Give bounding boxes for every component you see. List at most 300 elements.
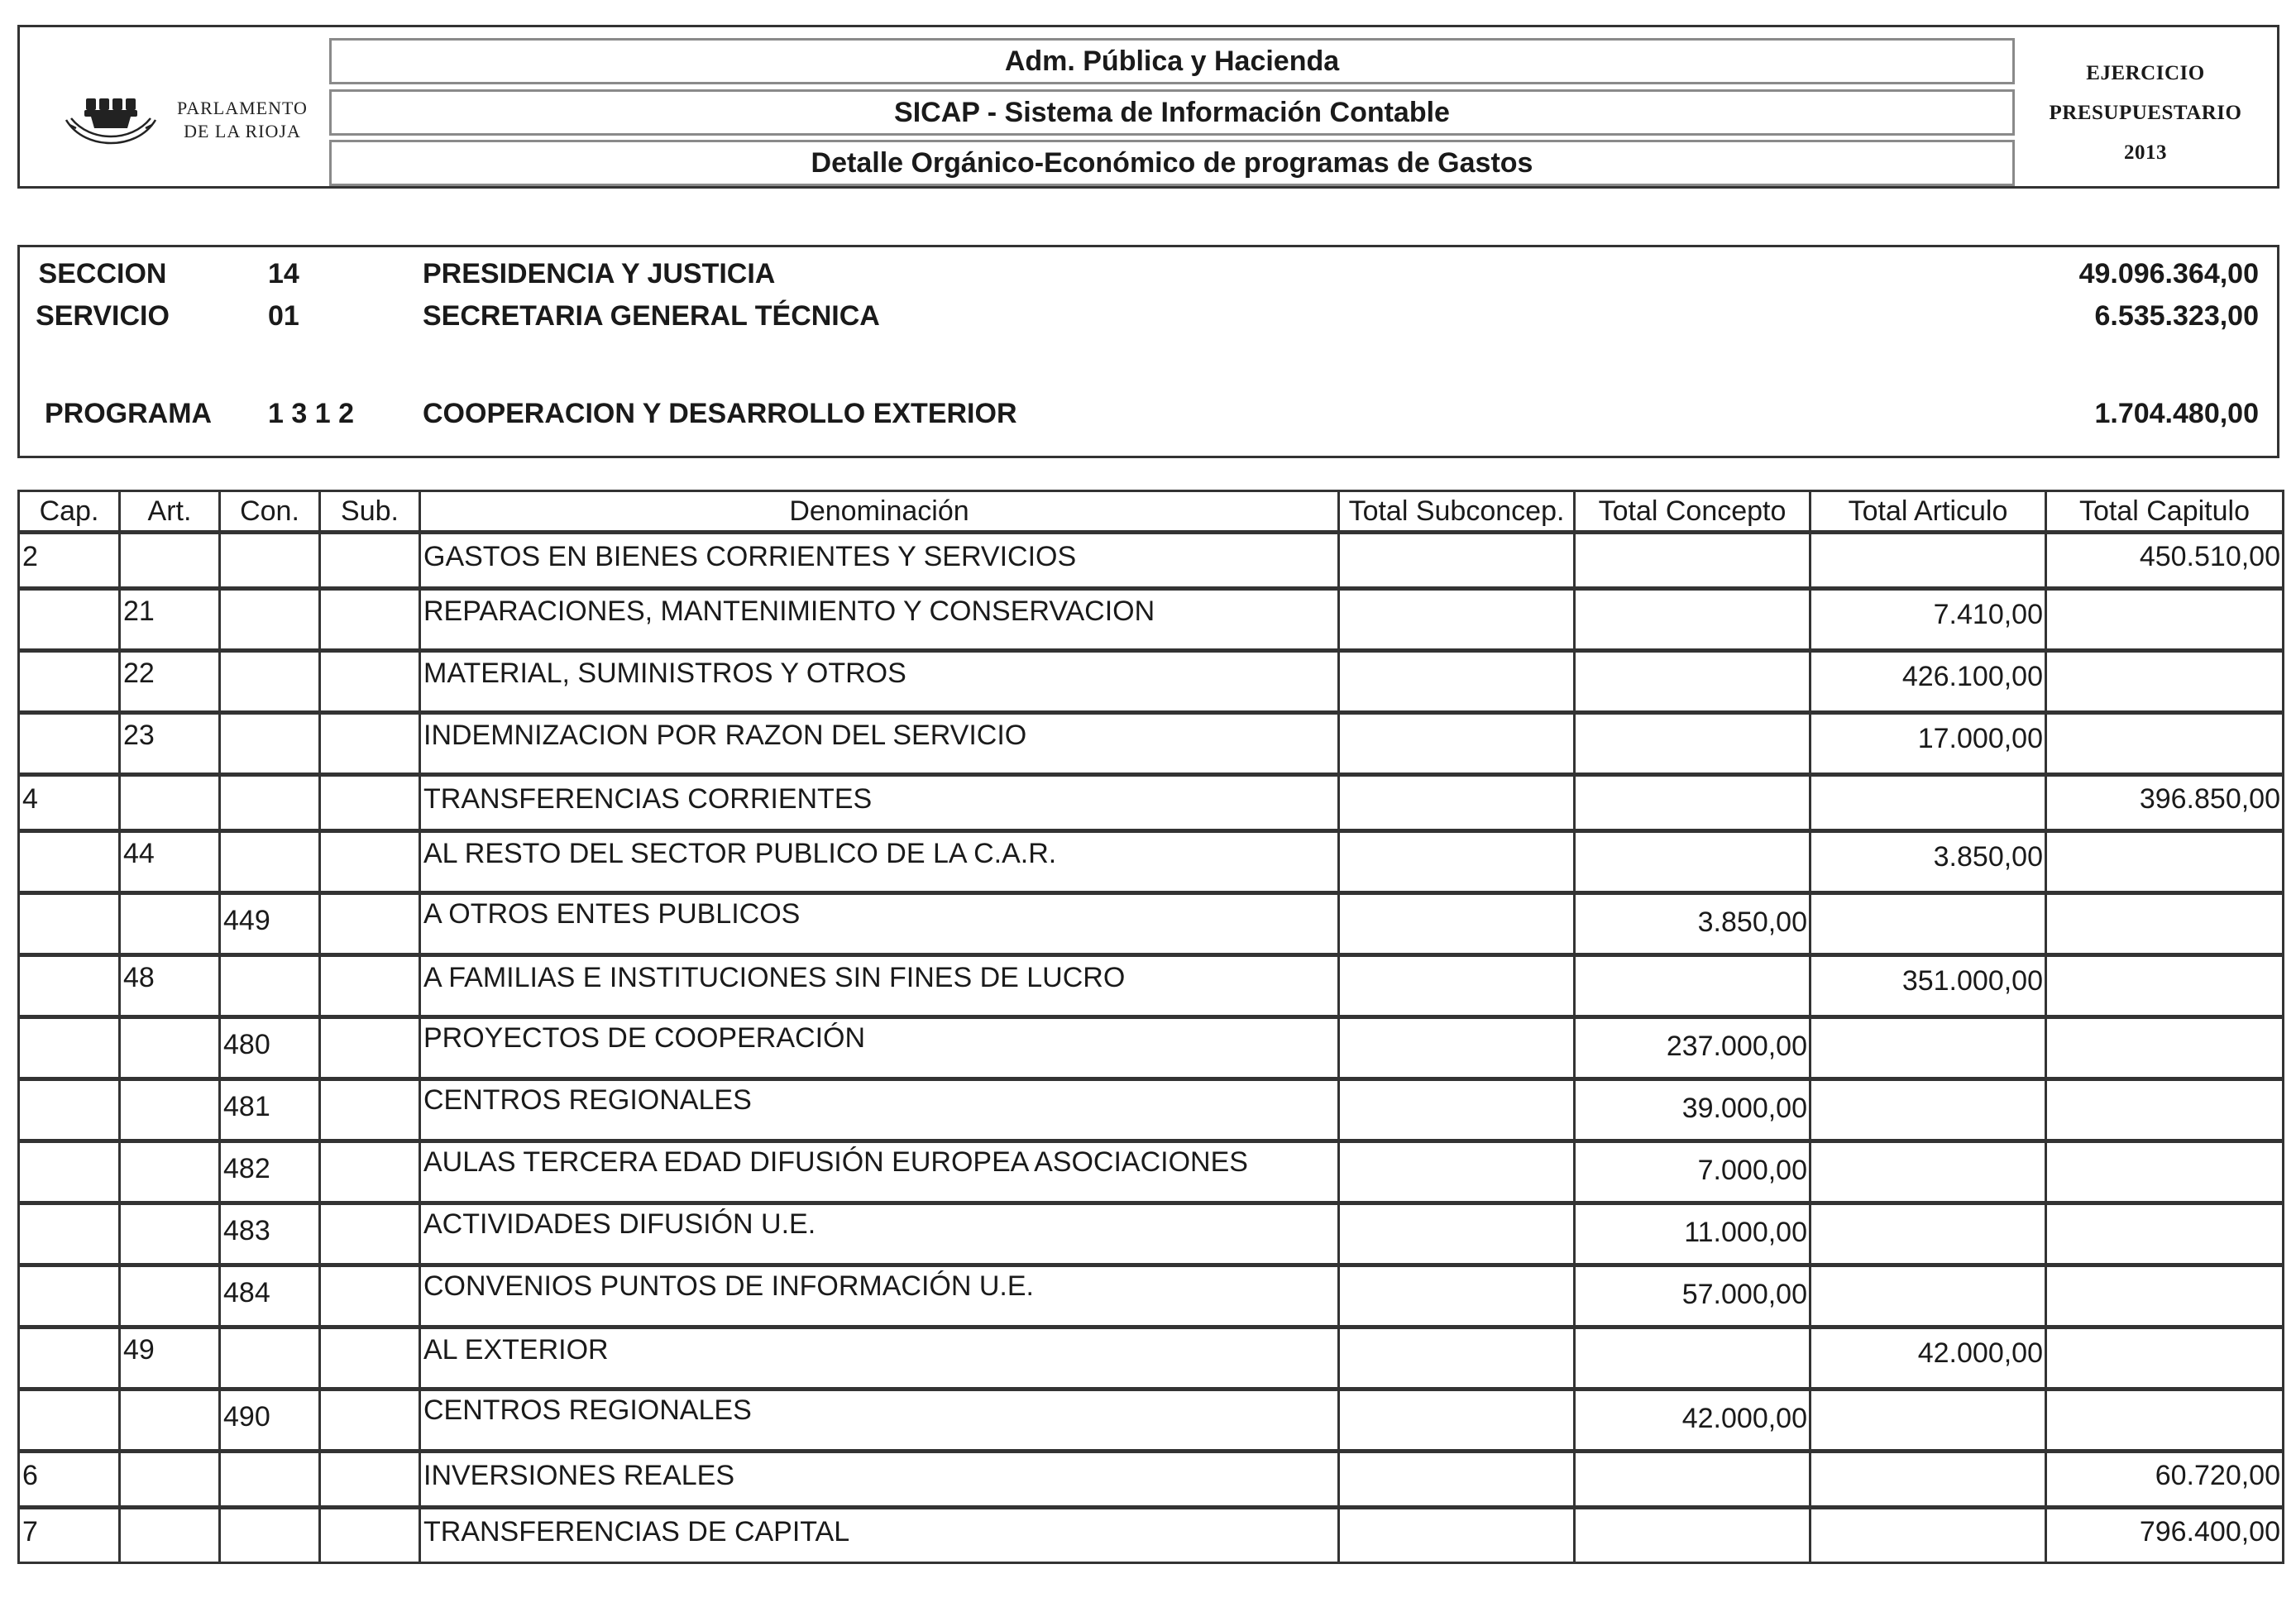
total-concepto-value	[1576, 591, 1809, 599]
art-value: 22	[123, 658, 155, 689]
denominacion-value: CENTROS REGIONALES	[423, 1394, 752, 1426]
cap-cell	[19, 651, 120, 713]
sub-value	[321, 1267, 419, 1277]
art-value	[121, 777, 218, 783]
denominacion-cell	[420, 1508, 1339, 1563]
total-articulo-value	[1811, 534, 2045, 541]
total-capitulo-value: 60.720,00	[2155, 1460, 2280, 1491]
art-cell	[120, 1141, 220, 1203]
con-cell	[220, 893, 320, 955]
table-row	[19, 651, 2284, 713]
total-articulo-value	[1811, 1391, 2045, 1403]
art-cell	[120, 1327, 220, 1390]
sub-cell	[320, 1079, 420, 1141]
total-articulo-value: 42.000,00	[1917, 1337, 2043, 1369]
budget-detail-table	[17, 490, 2284, 1564]
art-cell	[120, 1017, 220, 1079]
column-header: Total Concepto	[1575, 491, 1810, 533]
programa-label: PROGRAMA	[45, 398, 213, 429]
table-row	[19, 831, 2284, 893]
con-cell	[220, 1265, 320, 1327]
cap-cell	[19, 775, 120, 831]
total-subconcepto-value	[1340, 715, 1573, 723]
programa-code: 1 3 1 2	[268, 398, 354, 429]
servicio-amount: 6.535.323,00	[2094, 300, 2259, 332]
programa-amount: 1.704.480,00	[2094, 398, 2259, 429]
total-subconcepto-cell	[1339, 1265, 1575, 1327]
denominacion-cell	[420, 775, 1339, 831]
total-capitulo-value	[2047, 1019, 2282, 1031]
total-subconcepto-value	[1340, 1267, 1573, 1279]
seccion-label: SECCION	[38, 258, 167, 289]
parliament-logo	[45, 85, 309, 168]
denominacion-value: TRANSFERENCIAS CORRIENTES	[423, 783, 873, 815]
total-capitulo-cell	[2046, 1508, 2284, 1563]
sub-cell	[320, 831, 420, 893]
art-cell	[120, 831, 220, 893]
total-capitulo-value: 450.510,00	[2139, 541, 2280, 572]
total-concepto-cell	[1575, 831, 1810, 893]
denominacion-cell	[420, 1017, 1339, 1079]
total-concepto-cell	[1575, 1390, 1810, 1452]
denominacion-value: AULAS TERCERA EDAD DIFUSIÓN EUROPEA ASOCIACIONES	[423, 1146, 1248, 1178]
column-header: Total Articulo	[1810, 491, 2046, 533]
total-capitulo-value	[2047, 1267, 2282, 1279]
total-subconcepto-cell	[1339, 1327, 1575, 1390]
total-concepto-cell	[1575, 1141, 1810, 1203]
total-articulo-value: 3.850,00	[1933, 841, 2043, 873]
sub-value	[321, 653, 419, 658]
table-row	[19, 533, 2284, 589]
total-concepto-value	[1576, 1509, 1809, 1516]
sub-cell	[320, 1452, 420, 1508]
total-articulo-cell	[1810, 1079, 2046, 1141]
total-articulo-cell	[1810, 1508, 2046, 1563]
sub-cell	[320, 1017, 420, 1079]
total-capitulo-cell	[2046, 955, 2284, 1017]
cap-value	[20, 1081, 118, 1091]
denominacion-value: ACTIVIDADES DIFUSIÓN U.E.	[423, 1208, 816, 1240]
total-articulo-cell	[1810, 589, 2046, 651]
column-header: Con.	[220, 491, 320, 533]
table-header-row	[19, 491, 2284, 533]
denominacion-value: INDEMNIZACION POR RAZON DEL SERVICIO	[423, 720, 1027, 751]
total-articulo-cell	[1810, 955, 2046, 1017]
cap-value	[20, 1205, 118, 1215]
con-value: 481	[223, 1091, 270, 1122]
sub-value	[321, 1391, 419, 1401]
total-articulo-value	[1811, 1267, 2045, 1279]
total-capitulo-cell	[2046, 1079, 2284, 1141]
cap-cell	[19, 1452, 120, 1508]
total-articulo-value: 17.000,00	[1917, 723, 2043, 754]
denominacion-cell	[420, 533, 1339, 589]
denominacion-cell	[420, 1203, 1339, 1265]
denominacion-value: A FAMILIAS E INSTITUCIONES SIN FINES DE LUCRO	[423, 962, 1126, 993]
fiscal-year-label1: EJERCICIO	[2086, 62, 2205, 84]
con-cell	[220, 1327, 320, 1390]
denominacion-cell	[420, 831, 1339, 893]
sub-cell	[320, 1508, 420, 1563]
con-value	[221, 591, 318, 596]
art-cell	[120, 775, 220, 831]
art-cell	[120, 1390, 220, 1452]
con-cell	[220, 589, 320, 651]
con-cell	[220, 1508, 320, 1563]
total-capitulo-cell	[2046, 1203, 2284, 1265]
con-value: 490	[223, 1401, 270, 1433]
art-value: 21	[123, 596, 155, 627]
system-title: SICAP - Sistema de Información Contable	[329, 89, 2015, 136]
total-subconcepto-cell	[1339, 1079, 1575, 1141]
con-cell	[220, 713, 320, 775]
cap-cell	[19, 955, 120, 1017]
denominacion-cell	[420, 1141, 1339, 1203]
denominacion-cell	[420, 1452, 1339, 1508]
table-row	[19, 1079, 2284, 1141]
column-header: Sub.	[320, 491, 420, 533]
total-articulo-value	[1811, 895, 2045, 906]
total-concepto-value	[1576, 1453, 1809, 1460]
art-cell	[120, 893, 220, 955]
total-articulo-cell	[1810, 775, 2046, 831]
sub-cell	[320, 651, 420, 713]
table-row	[19, 1327, 2284, 1390]
total-subconcepto-cell	[1339, 533, 1575, 589]
total-articulo-value	[1811, 777, 2045, 783]
seccion-code: 14	[268, 258, 299, 289]
denominacion-cell	[420, 713, 1339, 775]
sub-value	[321, 1019, 419, 1029]
total-articulo-value	[1811, 1143, 2045, 1155]
total-subconcepto-value	[1340, 1081, 1573, 1093]
art-value: 44	[123, 838, 155, 869]
denominacion-value: A OTROS ENTES PUBLICOS	[423, 898, 801, 930]
total-articulo-value: 351.000,00	[1901, 965, 2043, 997]
total-capitulo-value	[2047, 1081, 2282, 1093]
con-value	[221, 833, 318, 838]
total-subconcepto-value	[1340, 1143, 1573, 1155]
institution-name	[177, 97, 308, 143]
total-articulo-value	[1811, 1453, 2045, 1460]
total-concepto-value: 7.000,00	[1697, 1155, 1807, 1186]
sub-value	[321, 895, 419, 905]
department-title: Adm. Pública y Hacienda	[329, 38, 2015, 84]
denominacion-cell	[420, 1390, 1339, 1452]
art-cell	[120, 651, 220, 713]
con-cell	[220, 1452, 320, 1508]
section-summary	[17, 245, 2279, 458]
table-row	[19, 1508, 2284, 1563]
servicio-name: SECRETARIA GENERAL TÉCNICA	[423, 300, 880, 332]
cap-cell	[19, 893, 120, 955]
cap-value	[20, 653, 118, 658]
total-capitulo-value	[2047, 1391, 2282, 1403]
con-value: 482	[223, 1153, 270, 1184]
table-row	[19, 955, 2284, 1017]
sub-cell	[320, 1327, 420, 1390]
art-value: 49	[123, 1334, 155, 1366]
total-capitulo-value	[2047, 1329, 2282, 1337]
total-capitulo-value	[2047, 653, 2282, 661]
art-value	[121, 1205, 218, 1215]
art-value: 23	[123, 720, 155, 751]
fiscal-year-block	[2021, 54, 2270, 173]
total-concepto-value	[1576, 715, 1809, 723]
total-concepto-cell	[1575, 775, 1810, 831]
total-concepto-cell	[1575, 589, 1810, 651]
total-articulo-value	[1811, 1205, 2045, 1217]
con-cell	[220, 775, 320, 831]
art-cell	[120, 1452, 220, 1508]
art-value	[121, 895, 218, 905]
total-capitulo-cell	[2046, 713, 2284, 775]
art-value: 48	[123, 962, 155, 993]
denominacion-value: CENTROS REGIONALES	[423, 1084, 752, 1116]
total-concepto-cell	[1575, 1508, 1810, 1563]
total-subconcepto-value	[1340, 833, 1573, 841]
sub-value	[321, 534, 419, 541]
cap-cell	[19, 713, 120, 775]
seccion-row	[20, 256, 2277, 292]
total-subconcepto-cell	[1339, 1203, 1575, 1265]
cap-value: 6	[22, 1460, 38, 1491]
con-cell	[220, 1141, 320, 1203]
parliament-emblem-icon	[60, 85, 167, 151]
column-header: Total Subconcep.	[1339, 491, 1575, 533]
seccion-name: PRESIDENCIA Y JUSTICIA	[423, 258, 776, 289]
sub-cell	[320, 1265, 420, 1327]
total-capitulo-value: 796.400,00	[2139, 1516, 2280, 1547]
total-capitulo-value	[2047, 591, 2282, 599]
cap-value	[20, 833, 118, 838]
total-capitulo-cell	[2046, 533, 2284, 589]
total-concepto-cell	[1575, 1079, 1810, 1141]
table-row	[19, 1203, 2284, 1265]
cap-value	[20, 715, 118, 720]
total-articulo-cell	[1810, 893, 2046, 955]
con-value	[221, 1329, 318, 1334]
con-value	[221, 1509, 318, 1516]
art-value	[121, 1019, 218, 1029]
total-articulo-value: 426.100,00	[1901, 661, 2043, 692]
total-capitulo-cell	[2046, 775, 2284, 831]
total-capitulo-cell	[2046, 589, 2284, 651]
cap-value	[20, 1143, 118, 1153]
denominacion-cell	[420, 955, 1339, 1017]
total-capitulo-cell	[2046, 1452, 2284, 1508]
total-capitulo-cell	[2046, 1390, 2284, 1452]
total-concepto-cell	[1575, 713, 1810, 775]
cap-value: 7	[22, 1516, 38, 1547]
total-articulo-value	[1811, 1081, 2045, 1093]
total-subconcepto-cell	[1339, 651, 1575, 713]
institution-name-line2: DE LA RIOJA	[184, 121, 301, 141]
total-articulo-cell	[1810, 1390, 2046, 1452]
total-subconcepto-value	[1340, 1391, 1573, 1403]
art-cell	[120, 589, 220, 651]
total-concepto-cell	[1575, 651, 1810, 713]
sub-value	[321, 715, 419, 720]
table-row	[19, 713, 2284, 775]
total-articulo-cell	[1810, 1327, 2046, 1390]
cap-value	[20, 895, 118, 905]
art-value	[121, 1081, 218, 1091]
total-articulo-cell	[1810, 713, 2046, 775]
sub-cell	[320, 893, 420, 955]
cap-value	[20, 957, 118, 962]
art-value	[121, 1509, 218, 1516]
cap-cell	[19, 1508, 120, 1563]
total-capitulo-value	[2047, 1205, 2282, 1217]
programa-row	[20, 395, 2277, 432]
art-value	[121, 1267, 218, 1277]
cap-cell	[19, 1203, 120, 1265]
total-capitulo-value: 396.850,00	[2139, 783, 2280, 815]
cap-cell	[19, 1265, 120, 1327]
total-capitulo-cell	[2046, 651, 2284, 713]
denominacion-cell	[420, 1327, 1339, 1390]
table-row	[19, 893, 2284, 955]
sub-value	[321, 957, 419, 962]
sub-value	[321, 1205, 419, 1215]
sub-cell	[320, 1390, 420, 1452]
total-concepto-value: 39.000,00	[1681, 1093, 1807, 1124]
denominacion-cell	[420, 893, 1339, 955]
total-subconcepto-value	[1340, 1205, 1573, 1217]
total-capitulo-value	[2047, 833, 2282, 841]
total-capitulo-value	[2047, 1143, 2282, 1155]
sub-cell	[320, 1141, 420, 1203]
total-subconcepto-cell	[1339, 1390, 1575, 1452]
total-concepto-cell	[1575, 1017, 1810, 1079]
con-value: 480	[223, 1029, 270, 1060]
cap-cell	[19, 1327, 120, 1390]
total-subconcepto-value	[1340, 653, 1573, 661]
table-row	[19, 589, 2284, 651]
total-capitulo-cell	[2046, 893, 2284, 955]
total-articulo-cell	[1810, 1141, 2046, 1203]
total-subconcepto-cell	[1339, 1017, 1575, 1079]
denominacion-cell	[420, 589, 1339, 651]
art-value	[121, 1453, 218, 1460]
sub-cell	[320, 955, 420, 1017]
programa-name: COOPERACION Y DESARROLLO EXTERIOR	[423, 398, 1017, 429]
institution-name-line1: PARLAMENTO	[177, 98, 308, 118]
cap-value	[20, 1329, 118, 1334]
sub-cell	[320, 533, 420, 589]
sub-cell	[320, 775, 420, 831]
servicio-code: 01	[268, 300, 299, 332]
denominacion-value: AL EXTERIOR	[423, 1334, 609, 1366]
sub-value	[321, 1081, 419, 1091]
servicio-label: SERVICIO	[36, 300, 170, 332]
total-concepto-cell	[1575, 1327, 1810, 1390]
total-capitulo-cell	[2046, 1141, 2284, 1203]
total-subconcepto-cell	[1339, 1508, 1575, 1563]
cap-value: 2	[22, 541, 38, 572]
denominacion-cell	[420, 1265, 1339, 1327]
total-concepto-cell	[1575, 1203, 1810, 1265]
cap-value: 4	[22, 783, 38, 815]
denominacion-cell	[420, 1079, 1339, 1141]
cap-cell	[19, 831, 120, 893]
art-cell	[120, 1508, 220, 1563]
column-header: Total Capitulo	[2046, 491, 2284, 533]
total-concepto-value: 237.000,00	[1666, 1031, 1807, 1062]
table-row	[19, 1390, 2284, 1452]
total-articulo-value: 7.410,00	[1933, 599, 2043, 630]
total-subconcepto-value	[1340, 534, 1573, 541]
total-concepto-value: 57.000,00	[1681, 1279, 1807, 1310]
total-articulo-cell	[1810, 651, 2046, 713]
con-value	[221, 653, 318, 658]
total-articulo-cell	[1810, 1452, 2046, 1508]
column-header: Denominación	[420, 491, 1339, 533]
art-cell	[120, 1079, 220, 1141]
total-capitulo-cell	[2046, 1327, 2284, 1390]
con-cell	[220, 1079, 320, 1141]
total-subconcepto-value	[1340, 1509, 1573, 1516]
total-capitulo-value	[2047, 895, 2282, 906]
art-cell	[120, 713, 220, 775]
con-value: 449	[223, 905, 270, 936]
total-capitulo-value	[2047, 957, 2282, 965]
con-value	[221, 715, 318, 720]
con-value	[221, 1453, 318, 1460]
sub-value	[321, 833, 419, 838]
denominacion-value: INVERSIONES REALES	[423, 1460, 735, 1491]
total-capitulo-cell	[2046, 1265, 2284, 1327]
total-subconcepto-value	[1340, 1329, 1573, 1337]
sub-value	[321, 1453, 419, 1460]
denominacion-value: REPARACIONES, MANTENIMIENTO Y CONSERVACION	[423, 596, 1155, 627]
total-subconcepto-value	[1340, 957, 1573, 965]
con-cell	[220, 831, 320, 893]
denominacion-value: MATERIAL, SUMINISTROS Y OTROS	[423, 658, 906, 689]
sub-value	[321, 591, 419, 596]
total-concepto-value	[1576, 833, 1809, 841]
total-concepto-value	[1576, 1329, 1809, 1337]
sub-cell	[320, 589, 420, 651]
con-value: 483	[223, 1215, 270, 1246]
sub-cell	[320, 713, 420, 775]
report-title: Detalle Orgánico-Económico de programas de Gastos	[329, 140, 2015, 186]
sub-value	[321, 1329, 419, 1334]
con-cell	[220, 1017, 320, 1079]
total-subconcepto-cell	[1339, 589, 1575, 651]
total-subconcepto-cell	[1339, 775, 1575, 831]
sub-value	[321, 1509, 419, 1516]
total-concepto-value: 3.850,00	[1697, 906, 1807, 938]
cap-value	[20, 591, 118, 596]
total-subconcepto-value	[1340, 591, 1573, 599]
total-subconcepto-value	[1340, 1453, 1573, 1460]
art-value	[121, 1391, 218, 1401]
denominacion-cell	[420, 651, 1339, 713]
total-concepto-value	[1576, 534, 1809, 541]
art-cell	[120, 1265, 220, 1327]
denominacion-value: CONVENIOS PUNTOS DE INFORMACIÓN U.E.	[423, 1270, 1035, 1302]
con-cell	[220, 955, 320, 1017]
art-cell	[120, 1203, 220, 1265]
con-value: 484	[223, 1277, 270, 1308]
total-concepto-value	[1576, 777, 1809, 783]
servicio-row	[20, 298, 2277, 334]
total-articulo-cell	[1810, 1203, 2046, 1265]
sub-cell	[320, 1203, 420, 1265]
total-concepto-cell	[1575, 533, 1810, 589]
